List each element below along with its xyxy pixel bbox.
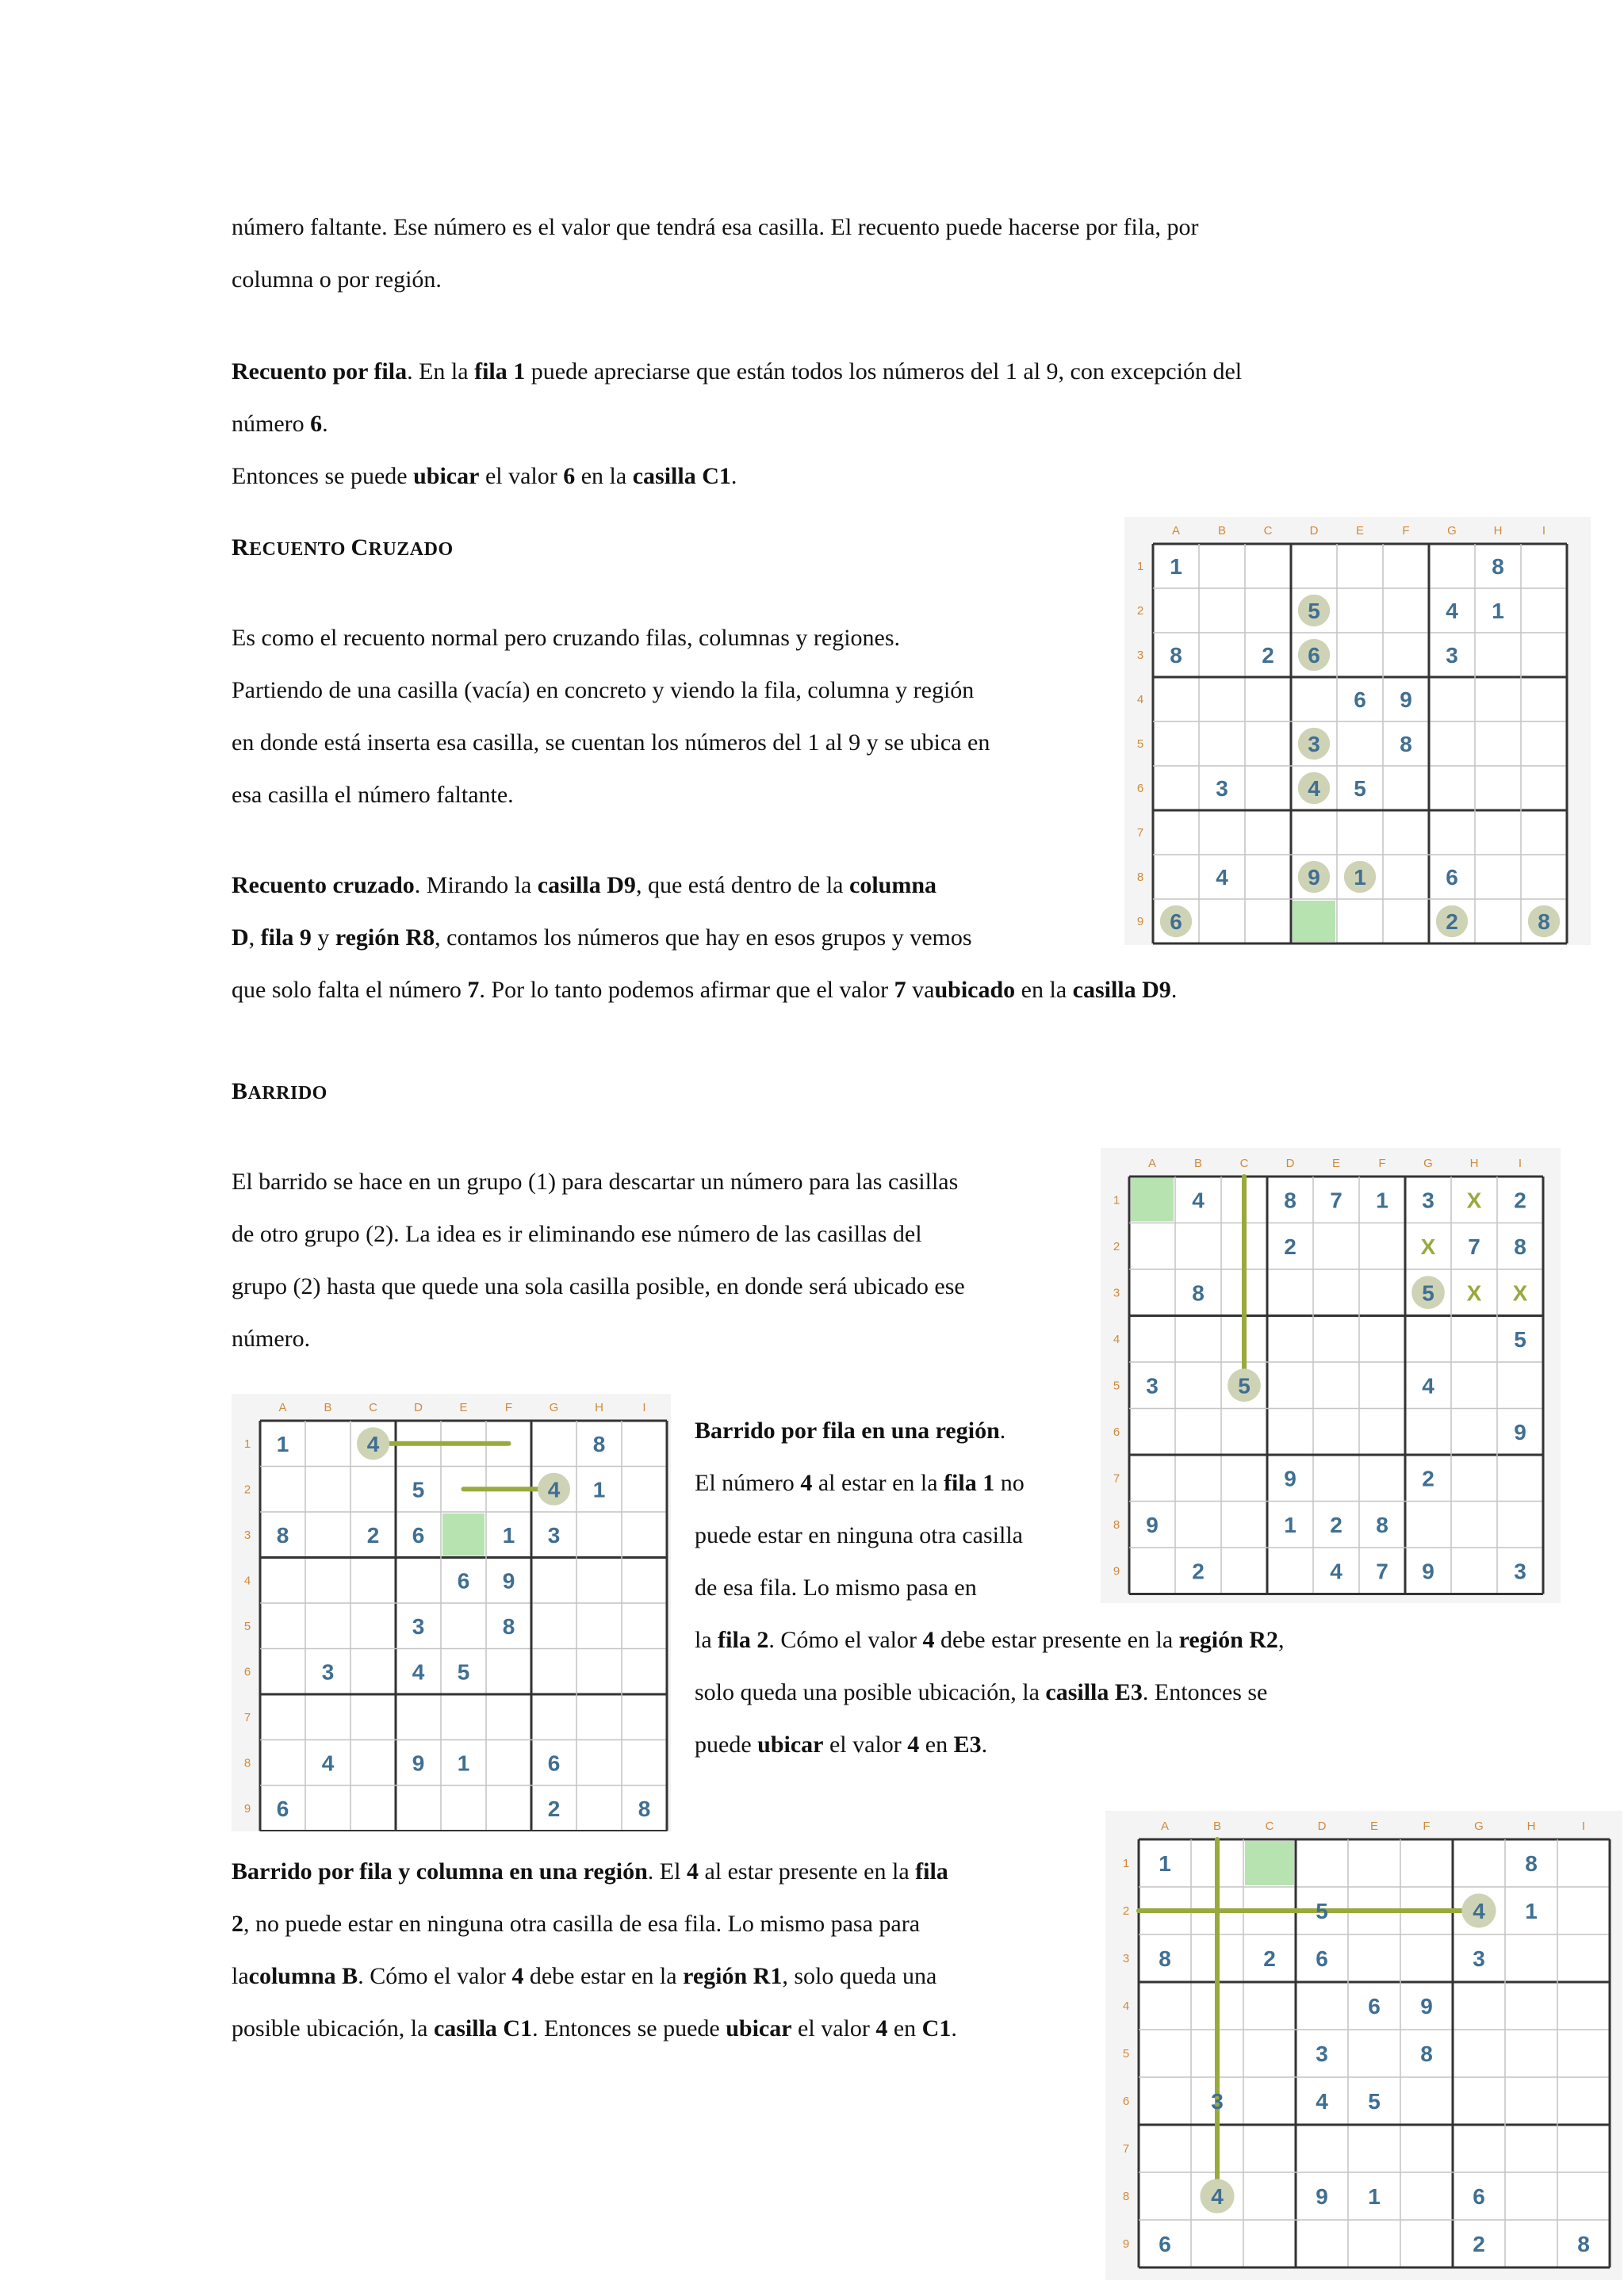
cell-digit: 9 xyxy=(412,1751,425,1776)
bold-run: casilla C1 xyxy=(632,463,731,489)
text-run: . xyxy=(999,1418,1006,1444)
text-run: el valor xyxy=(479,463,564,489)
text-run: posible ubicación, la xyxy=(232,2015,434,2042)
cell-digit: 9 xyxy=(1422,1559,1434,1584)
cell-digit: 6 xyxy=(1159,2232,1171,2256)
text-run: en la xyxy=(1015,977,1073,1003)
bold-run: ubicar xyxy=(413,463,480,489)
bold-run: región R1 xyxy=(683,1963,783,1989)
cell-digit: 9 xyxy=(502,1568,515,1594)
cell-digit: 1 xyxy=(502,1522,515,1548)
cell-digit: 2 xyxy=(1446,909,1458,934)
barrido-description xyxy=(232,1156,965,1365)
sudoku-grid-barrido-columna xyxy=(1101,1148,1561,1603)
row-label: 3 xyxy=(1136,649,1144,662)
text-run: en xyxy=(919,1732,954,1758)
cell-digit: 4 xyxy=(412,1659,425,1685)
highlighted-cell xyxy=(442,1513,485,1556)
text-run: solo queda una posible ubicación, la xyxy=(695,1679,1046,1705)
cell-digit: 8 xyxy=(1514,1234,1526,1259)
bold-run: fila 9 xyxy=(260,924,312,951)
bold-run: 7 xyxy=(894,977,906,1003)
cell-digit: 6 xyxy=(457,1568,470,1594)
row-label: 5 xyxy=(1136,737,1144,751)
text-run: puede xyxy=(695,1732,758,1758)
text-run: . Entonces se puede xyxy=(532,2015,726,2042)
row-label: 6 xyxy=(1136,782,1144,795)
cell-digit: 8 xyxy=(1492,554,1504,579)
text-run: va xyxy=(906,977,935,1003)
text-run: . xyxy=(322,411,328,437)
text-run: , solo queda una xyxy=(782,1963,937,1989)
text-line: Es como el recuento normal pero cruzando filas, columnas y regiones. xyxy=(232,625,901,651)
cell-digit: 6 xyxy=(1170,909,1182,934)
bold-run: 4 xyxy=(922,1627,935,1653)
cell-digit: 5 xyxy=(1238,1373,1251,1399)
text-run: la xyxy=(695,1627,718,1653)
cell-digit: 4 xyxy=(1216,865,1228,890)
row-label: 8 xyxy=(1122,2190,1130,2203)
cell-digit: 8 xyxy=(1420,2042,1433,2066)
bold-run: fila xyxy=(915,1858,948,1885)
column-label: G xyxy=(1423,1157,1433,1170)
cell-digit: 8 xyxy=(502,1613,515,1639)
column-label: G xyxy=(1474,1820,1484,1833)
row-label: 3 xyxy=(1113,1286,1120,1300)
cell-digit: 5 xyxy=(457,1659,470,1685)
column-label: C xyxy=(369,1401,377,1414)
cell-digit: 3 xyxy=(1446,643,1458,668)
cell-digit: 2 xyxy=(547,1796,561,1821)
column-label: H xyxy=(1493,524,1503,538)
cell-digit: 2 xyxy=(1330,1512,1342,1537)
column-label: C xyxy=(1239,1157,1249,1170)
column-label: G xyxy=(1447,524,1457,538)
bold-run: casilla D9 xyxy=(537,872,636,898)
bold-run: casilla C1 xyxy=(433,2015,533,2042)
column-label: E xyxy=(1369,1820,1379,1833)
text-run: , contamos los números que hay en esos grupos y vemos xyxy=(435,924,972,951)
bold-run: región R2 xyxy=(1178,1627,1278,1653)
column-label: I xyxy=(1542,524,1546,538)
text-run: Entonces se puede xyxy=(232,463,414,489)
column-label: G xyxy=(549,1401,559,1414)
cruzado-example-title: Recuento cruzado xyxy=(232,872,415,898)
cell-digit: 4 xyxy=(547,1477,561,1502)
cell-digit: 3 xyxy=(1216,776,1228,801)
column-label: D xyxy=(414,1401,423,1414)
cell-digit: 9 xyxy=(1308,865,1320,890)
text-run: la xyxy=(232,1963,249,1989)
elimination-mark: X xyxy=(1466,1280,1482,1306)
text-run: debe estar en la xyxy=(523,1963,684,1989)
cell-digit: 5 xyxy=(1368,2089,1381,2114)
cell-digit: 2 xyxy=(1284,1234,1297,1259)
text-run: , xyxy=(248,924,261,951)
text-run: . xyxy=(1170,977,1178,1003)
text-run: , xyxy=(1277,1627,1285,1653)
cell-digit: 2 xyxy=(1473,2232,1485,2256)
row-label: 2 xyxy=(1122,1904,1130,1918)
cell-digit: 4 xyxy=(1211,2184,1224,2209)
row-label: 5 xyxy=(243,1619,251,1633)
text-run: el valor xyxy=(791,2015,876,2042)
column-label: E xyxy=(1355,524,1365,538)
cell-digit: 8 xyxy=(592,1431,606,1456)
column-label: C xyxy=(1265,1820,1274,1833)
row-label: 4 xyxy=(1136,693,1144,706)
bold-run: región R8 xyxy=(335,924,435,951)
bold-run: C1 xyxy=(921,2015,952,2042)
column-label: H xyxy=(1526,1820,1536,1833)
column-label: B xyxy=(324,1401,332,1414)
text-run: . Por lo tanto podemos afirmar que el valor xyxy=(479,977,894,1003)
row-label: 1 xyxy=(1136,560,1144,573)
barrido-fc-title: Barrido por fila y columna en una región xyxy=(232,1858,648,1885)
bold-run: 4 xyxy=(800,1470,813,1496)
column-label: D xyxy=(1317,1820,1327,1833)
text-run: . El xyxy=(647,1858,687,1885)
sudoku-grid-cruzado xyxy=(1124,517,1591,945)
intro-line-1: número faltante. Ese número es el valor que tendrá esa casilla. El recuento puede hacerse por fila, por xyxy=(232,214,1199,240)
highlighted-cell xyxy=(1245,1841,1294,1885)
cell-digit: 4 xyxy=(1446,599,1458,623)
cell-digit: 1 xyxy=(1525,1899,1538,1923)
column-label: B xyxy=(1212,1820,1222,1833)
barrido-region-title: Barrido por fila en una región xyxy=(695,1418,1000,1444)
row-label: 5 xyxy=(1122,2047,1130,2061)
text-run: puede estar en ninguna otra casilla xyxy=(695,1522,1023,1548)
cell-digit: 2 xyxy=(1514,1188,1526,1213)
cell-digit: 2 xyxy=(1262,643,1274,668)
cell-digit: 3 xyxy=(1422,1188,1434,1213)
cell-digit: 3 xyxy=(1316,2042,1328,2066)
cell-digit: 4 xyxy=(1473,1899,1485,1923)
cell-digit: 8 xyxy=(1577,2232,1590,2256)
text-run: al estar presente en la xyxy=(698,1858,916,1885)
cell-digit: 2 xyxy=(366,1522,380,1548)
cell-digit: 8 xyxy=(1284,1188,1297,1213)
cell-digit: 3 xyxy=(412,1613,425,1639)
cruzado-example xyxy=(232,859,1177,1016)
cell-digit: 1 xyxy=(592,1477,606,1502)
text-line: El barrido se hace en un grupo (1) para descartar un número para las casillas xyxy=(232,1169,959,1195)
recuento-fila-paragraph xyxy=(232,346,1242,503)
cell-digit: 5 xyxy=(1316,1899,1328,1923)
column-label: A xyxy=(278,1401,287,1414)
cell-digit: 1 xyxy=(276,1431,289,1456)
cell-digit: 1 xyxy=(1376,1188,1388,1213)
cell-digit: 5 xyxy=(1354,776,1366,801)
elimination-mark: X xyxy=(1466,1188,1482,1213)
cell-digit: 3 xyxy=(321,1659,335,1685)
row-label: 3 xyxy=(1122,1952,1130,1965)
cell-digit: 5 xyxy=(412,1477,425,1502)
cell-digit: 7 xyxy=(1376,1559,1388,1584)
column-label: B xyxy=(1193,1157,1203,1170)
cell-digit: 6 xyxy=(1354,687,1366,712)
row-label: 1 xyxy=(1122,1857,1130,1870)
cell-digit: 6 xyxy=(1308,643,1320,668)
cell-digit: 1 xyxy=(1368,2184,1381,2209)
row-label: 1 xyxy=(243,1437,251,1451)
cell-digit: 2 xyxy=(1422,1466,1434,1491)
text-run: en la xyxy=(575,463,633,489)
column-label: A xyxy=(1160,1820,1170,1833)
cell-digit: 4 xyxy=(366,1431,380,1456)
cell-digit: 1 xyxy=(1159,1851,1171,1876)
heading-cap: R xyxy=(232,534,250,561)
bold-run: 6 xyxy=(563,463,576,489)
cell-digit: 1 xyxy=(1170,554,1182,579)
cell-digit: 3 xyxy=(547,1522,561,1548)
recuento-fila-title: Recuento por fila xyxy=(232,358,408,385)
cell-digit: 8 xyxy=(1170,643,1182,668)
intro-line-2: columna o por región. xyxy=(232,266,442,293)
column-label: D xyxy=(1285,1157,1295,1170)
column-label: A xyxy=(1171,524,1181,538)
row-label: 5 xyxy=(1113,1379,1120,1393)
row-label: 2 xyxy=(243,1483,251,1497)
text-line: grupo (2) hasta que quede una sola casilla posible, en donde será ubicado ese xyxy=(232,1273,965,1299)
column-label: C xyxy=(1263,524,1273,538)
row-label: 1 xyxy=(1113,1193,1120,1207)
text-run: , no puede estar en ninguna otra casilla de esa fila. Lo mismo pasa para xyxy=(243,1911,921,1937)
elimination-mark: X xyxy=(1420,1234,1436,1259)
row-label: 6 xyxy=(1113,1425,1120,1439)
text-run: número xyxy=(232,411,311,437)
cell-digit: 6 xyxy=(412,1522,425,1548)
cell-digit: 6 xyxy=(276,1796,289,1821)
intro-paragraph xyxy=(232,201,1198,306)
cell-digit: 4 xyxy=(1308,776,1320,801)
barrido-fila-columna-paragraph xyxy=(232,1846,957,2055)
text-line: Partiendo de una casilla (vacía) en concreto y viendo la fila, columna y región xyxy=(232,677,975,703)
column-label: E xyxy=(459,1401,468,1414)
cell-digit: 9 xyxy=(1400,687,1412,712)
cell-digit: 8 xyxy=(1525,1851,1538,1876)
cell-digit: 3 xyxy=(1211,2089,1224,2114)
bold-run: columna xyxy=(849,872,937,898)
heading-recuento-cruzado xyxy=(232,534,454,561)
cell-digit: 4 xyxy=(1192,1188,1205,1213)
cell-digit: 2 xyxy=(1192,1559,1205,1584)
cell-digit: 8 xyxy=(1400,732,1412,756)
bold-run: casilla D9 xyxy=(1072,977,1171,1003)
bold-run: casilla E3 xyxy=(1045,1679,1143,1705)
row-label: 9 xyxy=(1122,2237,1130,2251)
text-line: en donde está inserta esa casilla, se cuentan los números del 1 al 9 y se ubica en xyxy=(232,729,990,756)
cell-digit: 6 xyxy=(1316,1946,1328,1971)
cell-digit: 1 xyxy=(1354,865,1366,890)
cell-digit: 6 xyxy=(1473,2184,1485,2209)
text-run: . xyxy=(730,463,737,489)
bold-run: D xyxy=(232,924,249,951)
text-run: que solo falta el número xyxy=(232,977,468,1003)
bold-run: fila 1 xyxy=(474,358,526,385)
row-label: 4 xyxy=(1122,1999,1130,2013)
row-label: 7 xyxy=(1113,1471,1120,1486)
cell-digit: 5 xyxy=(1422,1280,1434,1306)
heading-smallcaps: RUZADO xyxy=(368,539,454,560)
text-run: de esa fila. Lo mismo pasa en xyxy=(695,1575,977,1601)
elimination-mark: X xyxy=(1512,1280,1528,1306)
row-label: 6 xyxy=(243,1665,251,1679)
highlighted-cell xyxy=(1131,1178,1174,1222)
highlighted-cell xyxy=(1293,901,1335,942)
cell-digit: 5 xyxy=(1514,1326,1526,1352)
text-run: no xyxy=(994,1470,1025,1496)
column-label: A xyxy=(1147,1157,1157,1170)
cell-digit: 3 xyxy=(1473,1946,1485,1971)
heading-barrido xyxy=(232,1078,327,1105)
cell-digit: 1 xyxy=(457,1751,470,1776)
cell-digit: 3 xyxy=(1514,1559,1526,1584)
text-run: debe estar presente en la xyxy=(934,1627,1179,1653)
column-label: D xyxy=(1309,524,1319,538)
cell-digit: 1 xyxy=(1492,599,1504,623)
row-label: 7 xyxy=(1136,826,1144,840)
bold-run: fila 2 xyxy=(718,1627,769,1653)
row-label: 4 xyxy=(1113,1332,1120,1346)
cell-digit: 8 xyxy=(1159,1946,1171,1971)
row-label: 8 xyxy=(1113,1517,1120,1532)
column-label: H xyxy=(1469,1157,1479,1170)
column-label: F xyxy=(504,1401,513,1414)
column-label: F xyxy=(1423,1820,1431,1833)
cell-digit: 8 xyxy=(1376,1512,1388,1537)
cruzado-description xyxy=(232,612,990,821)
row-label: 2 xyxy=(1136,604,1144,618)
text-run: . Cómo el valor xyxy=(768,1627,923,1653)
bold-run: 4 xyxy=(907,1732,920,1758)
cell-digit: 6 xyxy=(1368,1994,1381,2019)
heading-cap: C xyxy=(350,534,369,561)
cell-digit: 5 xyxy=(1308,599,1320,623)
row-label: 8 xyxy=(1136,871,1144,884)
cell-digit: 9 xyxy=(1420,1994,1433,2019)
row-label: 9 xyxy=(1136,915,1144,928)
heading-smallcaps: ECUENTO xyxy=(249,539,351,560)
row-label: 3 xyxy=(243,1528,251,1542)
text-run: , que está dentro de la xyxy=(635,872,849,898)
text-run: al estar en la xyxy=(812,1470,944,1496)
cell-digit: 7 xyxy=(1468,1234,1480,1259)
sudoku-grid-barrido-region xyxy=(232,1394,671,1831)
text-run: el valor xyxy=(823,1732,908,1758)
column-label: H xyxy=(595,1401,603,1414)
text-run: . xyxy=(951,2015,957,2042)
text-run: . Mirando la xyxy=(414,872,538,898)
bold-run: 2 xyxy=(232,1911,243,1937)
cell-digit: 3 xyxy=(1308,732,1320,756)
sudoku-grid-barrido-fila-columna xyxy=(1105,1811,1622,2280)
bold-run: ubicado xyxy=(934,977,1016,1003)
cell-digit: 9 xyxy=(1146,1512,1159,1537)
bold-run: ubicar xyxy=(757,1732,824,1758)
text-run: y xyxy=(311,924,335,951)
bold-run: E3 xyxy=(953,1732,982,1758)
row-label: 8 xyxy=(243,1756,251,1770)
cell-digit: 6 xyxy=(1446,865,1458,890)
bold-run: 4 xyxy=(875,2015,888,2042)
text-line: número. xyxy=(232,1326,311,1352)
cell-digit: 8 xyxy=(1192,1280,1205,1306)
column-label: E xyxy=(1331,1157,1341,1170)
row-label: 7 xyxy=(1122,2142,1130,2156)
column-label: F xyxy=(1402,524,1410,538)
cell-digit: 8 xyxy=(638,1796,651,1821)
column-label: I xyxy=(642,1401,646,1414)
heading-smallcaps: ARRIDO xyxy=(247,1083,327,1104)
cell-digit: 4 xyxy=(321,1751,335,1776)
cell-digit: 8 xyxy=(1538,909,1550,934)
bold-run: 6 xyxy=(310,411,323,437)
text-run: . Entonces se xyxy=(1142,1679,1268,1705)
column-label: I xyxy=(1518,1157,1522,1170)
text-run: . En la xyxy=(407,358,475,385)
column-label: F xyxy=(1378,1157,1386,1170)
cell-digit: 1 xyxy=(1284,1512,1297,1537)
text-line: de otro grupo (2). La idea es ir eliminando ese número de las casillas del xyxy=(232,1221,922,1247)
heading-cap: B xyxy=(232,1078,248,1104)
cell-digit: 9 xyxy=(1514,1419,1526,1445)
column-label: I xyxy=(1581,1820,1586,1833)
row-label: 4 xyxy=(243,1574,251,1588)
cell-digit: 6 xyxy=(547,1751,561,1776)
text-line: esa casilla el número faltante. xyxy=(232,782,514,808)
cell-digit: 7 xyxy=(1330,1188,1342,1213)
row-label: 9 xyxy=(243,1801,251,1816)
text-run: . xyxy=(981,1732,988,1758)
cell-digit: 4 xyxy=(1316,2089,1328,2114)
bold-run: 7 xyxy=(467,977,480,1003)
text-run: puede apreciarse que están todos los números del 1 al 9, con excepción del xyxy=(525,358,1243,385)
bold-run: fila 1 xyxy=(944,1470,995,1496)
bold-run: 4 xyxy=(511,1963,524,1989)
cell-digit: 2 xyxy=(1263,1946,1276,1971)
row-label: 7 xyxy=(243,1710,251,1724)
bold-run: ubicar xyxy=(726,2015,792,2042)
row-label: 2 xyxy=(1113,1239,1120,1253)
cell-digit: 4 xyxy=(1330,1559,1342,1584)
text-run: El número xyxy=(695,1470,801,1496)
column-label: B xyxy=(1217,524,1227,538)
text-run: . Cómo el valor xyxy=(358,1963,512,1989)
text-run: en xyxy=(887,2015,922,2042)
cell-digit: 4 xyxy=(1422,1373,1434,1399)
cell-digit: 9 xyxy=(1316,2184,1328,2209)
row-label: 6 xyxy=(1122,2095,1130,2108)
row-label: 9 xyxy=(1113,1564,1120,1578)
cell-digit: 3 xyxy=(1146,1373,1159,1399)
bold-run: columna B xyxy=(248,1963,358,1989)
cell-digit: 9 xyxy=(1284,1466,1297,1491)
bold-run: 4 xyxy=(686,1858,699,1885)
cell-digit: 8 xyxy=(276,1522,289,1548)
